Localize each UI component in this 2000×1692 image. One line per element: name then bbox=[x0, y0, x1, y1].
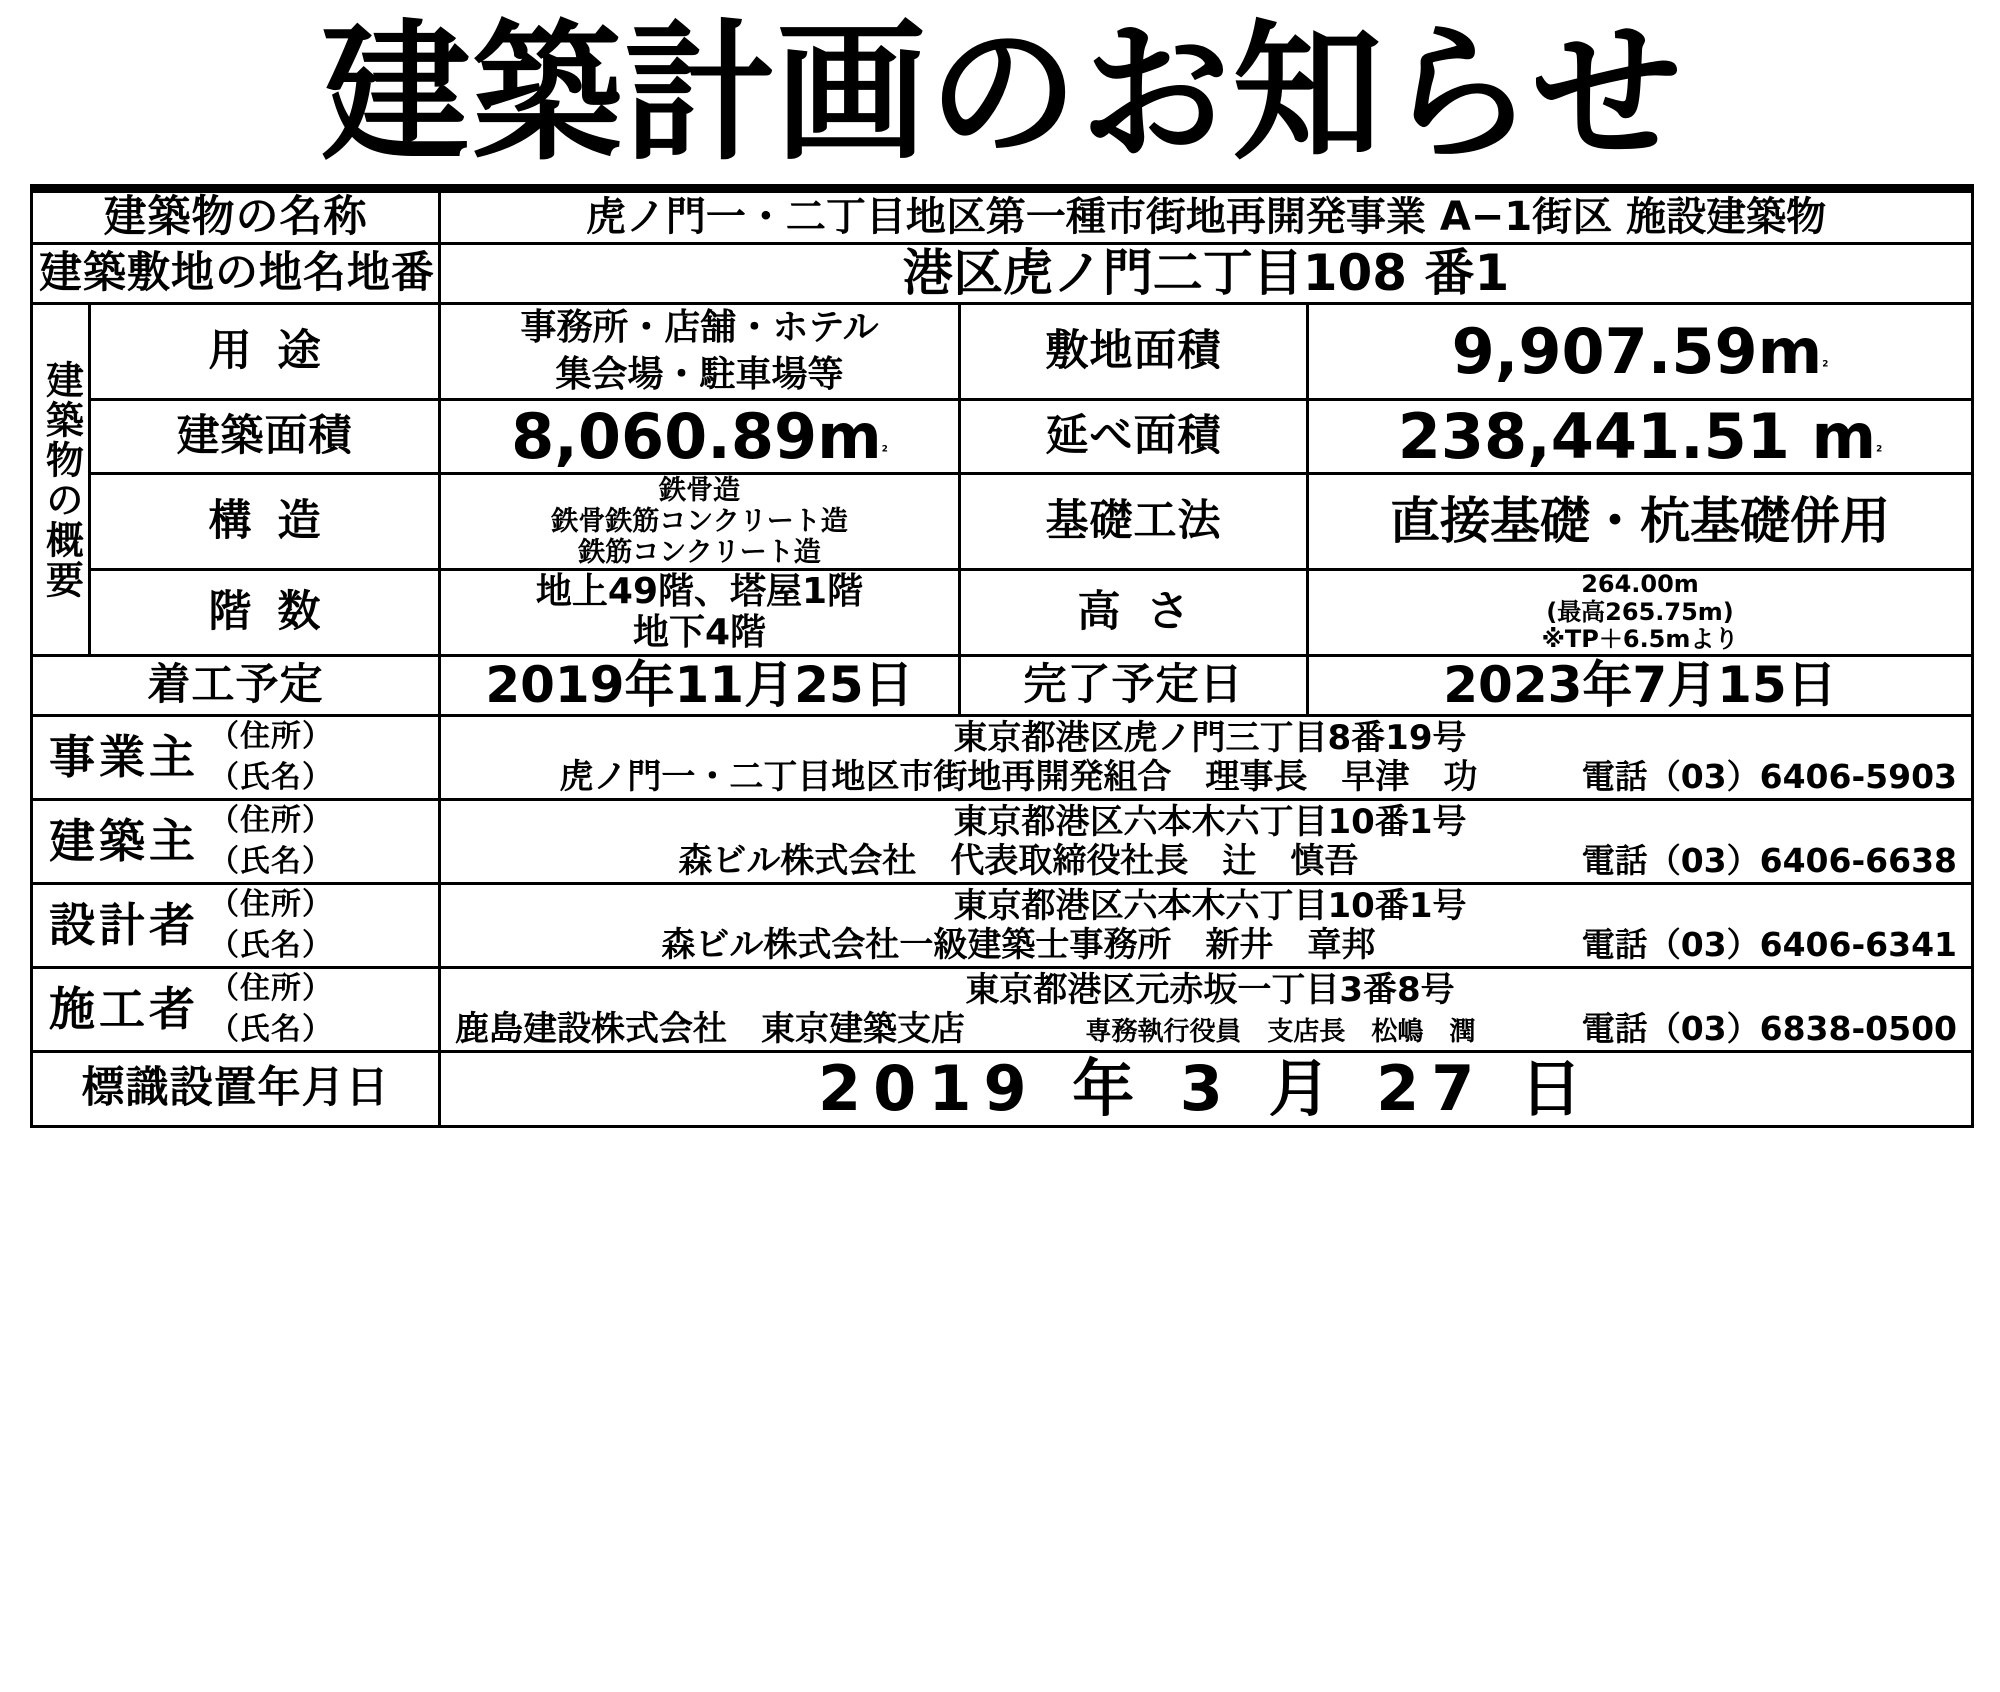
party-developer-name: 虎ノ門一・二丁目地区市街地再開発組合 理事長 早津 功 bbox=[559, 756, 1478, 797]
party-owner-label bbox=[32, 800, 440, 884]
foundation-value: 直接基礎・杭基礎併用 bbox=[1308, 473, 1973, 569]
party-contractor-name-extra: 専務執行役員 支店長 松嶋 潤 bbox=[1085, 1016, 1476, 1047]
party-owner-role: 建築主 bbox=[49, 814, 199, 869]
structure-value bbox=[440, 473, 960, 569]
party-designer-name: 森ビル株式会社一級建築士事務所 新井 章邦 bbox=[661, 924, 1376, 965]
start-label: 着工予定 bbox=[32, 655, 440, 716]
party-contractor-tel: 電話（03）6838-0500 bbox=[1581, 1008, 1957, 1048]
table-row-party-owner bbox=[32, 800, 1973, 884]
party-developer-role: 事業主 bbox=[49, 730, 199, 785]
table-row-floors-height bbox=[32, 570, 1973, 656]
party-owner-body bbox=[440, 800, 1973, 884]
foundation-label: 基礎工法 bbox=[960, 473, 1308, 569]
outline-label: 建築物の概要 bbox=[32, 304, 90, 655]
board-title-area bbox=[30, 7, 1974, 190]
party-designer-tel: 電話（03）6406-6341 bbox=[1581, 924, 1957, 964]
table-row-party-designer bbox=[32, 884, 1973, 968]
party-developer-label bbox=[32, 716, 440, 800]
total-floor-area-unit-sup: 2 bbox=[1876, 444, 1883, 455]
site-area-value bbox=[1308, 304, 1973, 399]
height-value bbox=[1308, 570, 1973, 656]
structure-line3: 鉄筋コンクリート造 bbox=[578, 536, 821, 568]
table-row-building-name bbox=[32, 191, 1973, 243]
building-area-label: 建築面積 bbox=[90, 399, 440, 473]
use-value-line2: 集会場・駐車場等 bbox=[555, 353, 844, 395]
finish-label: 完了予定日 bbox=[960, 655, 1308, 716]
structure-label: 構造 bbox=[90, 473, 440, 569]
height-line2: (最高265.75m) bbox=[1546, 597, 1734, 626]
party-developer-address-label: （住所） bbox=[209, 719, 333, 755]
party-developer-body bbox=[440, 716, 1973, 800]
party-developer-name-label: （氏名） bbox=[209, 759, 333, 795]
posting-date-value: 2019 年 3 月 27 日 bbox=[440, 1052, 1973, 1126]
table-row-party-developer bbox=[32, 716, 1973, 800]
party-owner-tel: 電話（03）6406-6638 bbox=[1581, 840, 1957, 880]
site-address-value: 港区虎ノ門二丁目108 番1 bbox=[440, 243, 1973, 304]
party-contractor-name: 鹿島建設株式会社 東京建築支店 bbox=[455, 1008, 965, 1049]
party-contractor-address-label: （住所） bbox=[209, 971, 333, 1007]
table-row-areas bbox=[32, 399, 1973, 473]
party-contractor-address: 東京都港区元赤坂一丁目3番8号 bbox=[965, 969, 1455, 1010]
use-value-line1: 事務所・店舗・ホテル bbox=[520, 307, 879, 349]
building-area-value bbox=[440, 399, 960, 473]
floors-line2: 地下4階 bbox=[632, 612, 767, 654]
total-floor-area-value bbox=[1308, 399, 1973, 473]
floors-label: 階数 bbox=[90, 570, 440, 656]
party-designer-address-label: （住所） bbox=[209, 887, 333, 923]
posting-date-label: 標識設置年月日 bbox=[32, 1052, 440, 1126]
start-value: 2019年11月25日 bbox=[440, 655, 960, 716]
party-designer-role: 設計者 bbox=[49, 898, 199, 953]
height-label: 高さ bbox=[960, 570, 1308, 656]
building-area-unit-sup: 2 bbox=[881, 444, 888, 455]
table-row-schedule bbox=[32, 655, 1973, 716]
site-area-number: 9,907.59m bbox=[1451, 314, 1823, 388]
table-row-use-sitearea bbox=[32, 304, 1973, 399]
party-owner-address-label: （住所） bbox=[209, 803, 333, 839]
structure-line1: 鉄骨造 bbox=[659, 474, 740, 506]
party-contractor-name-label: （氏名） bbox=[209, 1011, 333, 1047]
party-designer-name-label: （氏名） bbox=[209, 927, 333, 963]
party-contractor-role: 施工者 bbox=[49, 982, 199, 1037]
party-owner-address: 東京都港区六本木六丁目10番1号 bbox=[953, 801, 1467, 842]
building-area-number: 8,060.89m bbox=[511, 399, 882, 473]
notice-table bbox=[30, 190, 1974, 1128]
floors-line1: 地上49階、塔屋1階 bbox=[535, 571, 864, 613]
building-name-label: 建築物の名称 bbox=[32, 191, 440, 243]
building-name-value: 虎ノ門一・二丁目地区第一種市街地再開発事業 A−1街区 施設建築物 bbox=[440, 191, 1973, 243]
party-developer-tel: 電話（03）6406-5903 bbox=[1581, 756, 1957, 796]
page-title: 建築計画のお知らせ bbox=[320, 7, 1684, 181]
height-line1: 264.00m bbox=[1581, 570, 1699, 599]
party-owner-name-label: （氏名） bbox=[209, 843, 333, 879]
party-contractor-label bbox=[32, 968, 440, 1052]
site-area-label: 敷地面積 bbox=[960, 304, 1308, 399]
table-row-structure bbox=[32, 473, 1973, 569]
finish-value: 2023年7月15日 bbox=[1308, 655, 1973, 716]
use-value bbox=[440, 304, 960, 399]
party-contractor-body bbox=[440, 968, 1973, 1052]
floors-value bbox=[440, 570, 960, 656]
use-label: 用途 bbox=[90, 304, 440, 399]
party-designer-address: 東京都港区六本木六丁目10番1号 bbox=[953, 885, 1467, 926]
site-area-unit-sup: 2 bbox=[1822, 359, 1829, 370]
total-floor-area-number: 238,441.51 m bbox=[1397, 399, 1877, 473]
table-row-site-address bbox=[32, 243, 1973, 304]
party-owner-name: 森ビル株式会社 代表取締役社長 辻 慎吾 bbox=[678, 840, 1359, 881]
structure-line2: 鉄骨鉄筋コンクリート造 bbox=[551, 505, 848, 537]
party-designer-label bbox=[32, 884, 440, 968]
total-floor-area-label: 延べ面積 bbox=[960, 399, 1308, 473]
table-row-party-contractor bbox=[32, 968, 1973, 1052]
table-row-posting-date bbox=[32, 1052, 1973, 1126]
height-line3: ※TP＋6.5mより bbox=[1541, 625, 1739, 654]
party-designer-body bbox=[440, 884, 1973, 968]
site-address-label: 建築敷地の地名地番 bbox=[32, 243, 440, 304]
party-developer-address: 東京都港区虎ノ門三丁目8番19号 bbox=[953, 717, 1467, 758]
